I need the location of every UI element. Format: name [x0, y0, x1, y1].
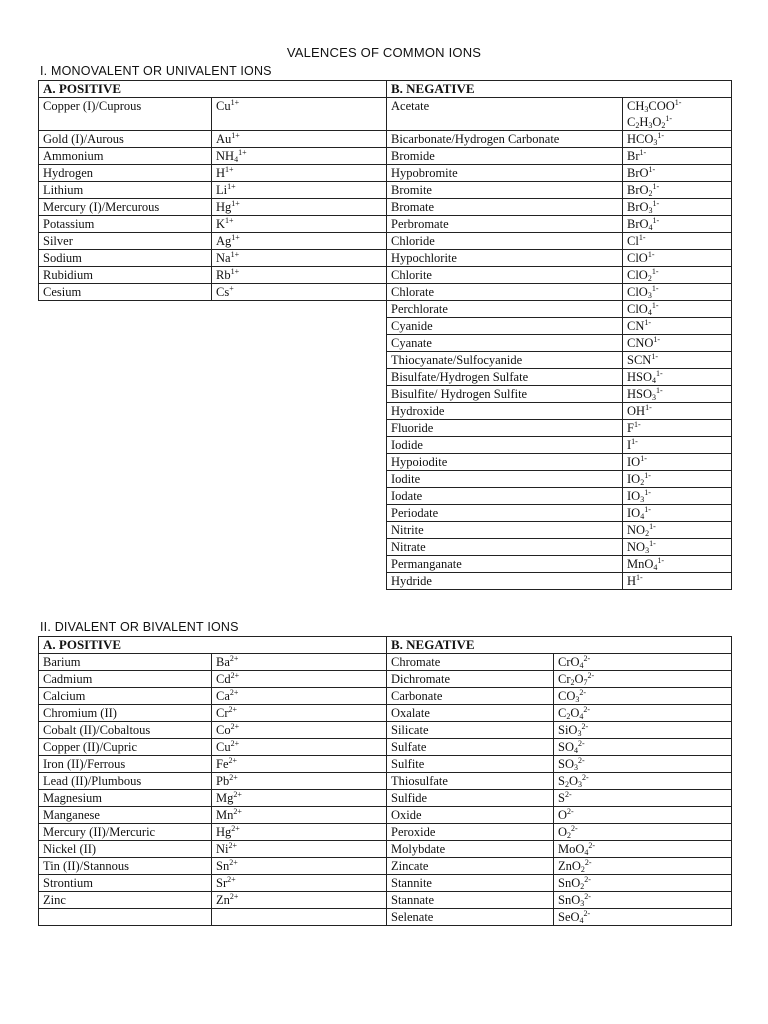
positive-ion-name: Calcium: [39, 688, 212, 705]
negative-ion-formula: SeO$_4^{2-}$: [554, 909, 732, 926]
negative-ion-name: Cyanide: [387, 318, 623, 335]
positive-ion-name: Barium: [39, 654, 212, 671]
negative-ion-name: Nitrate: [387, 539, 623, 556]
table-row: [39, 454, 732, 471]
positive-ion-formula: $NH_4^{1+}$: [212, 148, 387, 165]
positive-ion-formula: $Li^{1+}$: [212, 182, 387, 199]
negative-ion-name: Bisulfite/ Hydrogen Sulfite: [387, 386, 623, 403]
positive-ion-formula: $Zn^{2+}$: [212, 892, 387, 909]
table-row: [39, 233, 732, 250]
empty-cell: [39, 522, 212, 539]
empty-cell: [212, 369, 387, 386]
empty-cell: [39, 556, 212, 573]
table-row: [39, 267, 732, 284]
negative-ion-name: Perchlorate: [387, 301, 623, 318]
negative-ion-name: Bromate: [387, 199, 623, 216]
table-row: [39, 386, 732, 403]
table-row: [39, 335, 732, 352]
positive-ion-name: Manganese: [39, 807, 212, 824]
positive-ion-name: Rubidium: [39, 267, 212, 284]
empty-cell: [39, 539, 212, 556]
table-row: [39, 875, 732, 892]
negative-ion-formula: SiO$_3^{2-}$: [554, 722, 732, 739]
positive-ion-name: Mercury (I)/Mercurous: [39, 199, 212, 216]
positive-ion-formula: $Mn^{2+}$: [212, 807, 387, 824]
table-row: [39, 739, 732, 756]
negative-ion-name: Sulfite: [387, 756, 554, 773]
negative-ion-formula: ClO$_3^{1-}$: [623, 284, 732, 301]
negative-ion-name: Peroxide: [387, 824, 554, 841]
table-row: [39, 199, 732, 216]
negative-ion-name: Fluoride: [387, 420, 623, 437]
negative-ion-formula: BrO$_4^{1-}$: [623, 216, 732, 233]
negative-ion-name: Iodate: [387, 488, 623, 505]
table-row: [39, 471, 732, 488]
positive-ion-name: Ammonium: [39, 148, 212, 165]
table-row: [39, 488, 732, 505]
empty-cell: [212, 386, 387, 403]
positive-ion-formula: $Co^{2+}$: [212, 722, 387, 739]
table-row: [39, 790, 732, 807]
negative-ion-formula: $HCO_3^{1-}$: [623, 131, 732, 148]
positive-ion-name: Silver: [39, 233, 212, 250]
negative-ion-name: Iodide: [387, 437, 623, 454]
table-row: [39, 182, 732, 199]
table-header-row: [39, 637, 732, 654]
table-row: [39, 165, 732, 182]
negative-ion-formula: BrO$_3^{1-}$: [623, 199, 732, 216]
table-row: [39, 722, 732, 739]
positive-ion-name: Gold (I)/Aurous: [39, 131, 212, 148]
negative-ion-formula: $H^{1-}$: [623, 573, 732, 590]
empty-cell: [39, 488, 212, 505]
table-row: [39, 539, 732, 556]
empty-cell: [39, 437, 212, 454]
positive-ion-name: Cadmium: [39, 671, 212, 688]
positive-ion-name: Chromium (II): [39, 705, 212, 722]
negative-ion-formula: $SCN^{1-}$: [623, 352, 732, 369]
positive-ion-formula: Cs+: [212, 284, 387, 301]
negative-ion-formula: $IO_4^{1-}$: [623, 505, 732, 522]
negative-header: B. NEGATIVE: [387, 637, 732, 654]
table-header-row: [39, 81, 732, 98]
negative-ion-formula: $CH_3COO^{1-}$ $C_2H_3O_2^{1-}$: [623, 98, 732, 131]
empty-cell: [212, 420, 387, 437]
empty-cell: [212, 522, 387, 539]
negative-ion-name: Hypobromite: [387, 165, 623, 182]
empty-cell: [39, 454, 212, 471]
positive-header: A. POSITIVE: [39, 81, 387, 98]
empty-cell: [212, 471, 387, 488]
negative-ion-formula: $Cr_2O_7^{2-}$: [554, 671, 732, 688]
empty-cell: [212, 454, 387, 471]
negative-ion-formula: $S^{2-}$: [554, 790, 732, 807]
negative-ion-name: Perbromate: [387, 216, 623, 233]
positive-header: A. POSITIVE: [39, 637, 387, 654]
negative-ion-name: Molybdate: [387, 841, 554, 858]
negative-ion-formula: ClO$_2^{1-}$: [623, 267, 732, 284]
negative-ion-name: Thiosulfate: [387, 773, 554, 790]
negative-ion-name: Sulfate: [387, 739, 554, 756]
positive-ion-name: Lithium: [39, 182, 212, 199]
positive-ion-formula: $Hg^{2+}$: [212, 824, 387, 841]
positive-ion-name: Potassium: [39, 216, 212, 233]
positive-ion-formula: $Rb^{1+}$: [212, 267, 387, 284]
table-row: [39, 824, 732, 841]
negative-ion-formula: SnO$_2^{2-}$: [554, 875, 732, 892]
table-row: [39, 858, 732, 875]
table-row: [39, 284, 732, 301]
negative-ion-name: Permanganate: [387, 556, 623, 573]
empty-cell: [212, 318, 387, 335]
table-row: [39, 250, 732, 267]
negative-ion-formula: $CNO^{1-}$: [623, 335, 732, 352]
table-row: [39, 216, 732, 233]
positive-ion-formula: $Ca^{2+}$: [212, 688, 387, 705]
empty-cell: [212, 301, 387, 318]
negative-ion-name: Cyanate: [387, 335, 623, 352]
negative-ion-formula: MnO$_4^{1-}$: [623, 556, 732, 573]
table-row: [39, 807, 732, 824]
positive-ion-name: Sodium: [39, 250, 212, 267]
positive-ion-formula: $Mg^{2+}$: [212, 790, 387, 807]
negative-ion-formula: $HSO_4^{1-}$: [623, 369, 732, 386]
empty-cell: [212, 488, 387, 505]
positive-ion-name: Mercury (II)/Mercuric: [39, 824, 212, 841]
negative-ion-formula: $SO_3^{2-}$: [554, 756, 732, 773]
negative-ion-name: Chromate: [387, 654, 554, 671]
table-row: [39, 505, 732, 522]
table-row: [39, 841, 732, 858]
positive-ion-formula: $Cu^{1+}$: [212, 98, 387, 131]
negative-ion-name: Chloride: [387, 233, 623, 250]
negative-ion-name: Iodite: [387, 471, 623, 488]
empty-cell: [39, 386, 212, 403]
empty-cell: [39, 369, 212, 386]
positive-ion-name: Zinc: [39, 892, 212, 909]
positive-ion-name: Hydrogen: [39, 165, 212, 182]
negative-ion-formula: CrO$_4^{2-}$: [554, 654, 732, 671]
positive-ion-formula: $Ag^{1+}$: [212, 233, 387, 250]
negative-ion-name: Silicate: [387, 722, 554, 739]
positive-ion-formula: $Sn^{2+}$: [212, 858, 387, 875]
table-row: [39, 369, 732, 386]
negative-ion-name: Oxalate: [387, 705, 554, 722]
empty-cell: [212, 573, 387, 590]
positive-ion-name: Nickel (II): [39, 841, 212, 858]
positive-ion-formula: $Au^{1+}$: [212, 131, 387, 148]
table-row: [39, 148, 732, 165]
positive-ion-formula: $Ba^{2+}$: [212, 654, 387, 671]
empty-cell: [39, 420, 212, 437]
table-row: [39, 756, 732, 773]
negative-ion-name: Nitrite: [387, 522, 623, 539]
negative-ion-formula: $IO^{1-}$: [623, 454, 732, 471]
empty-cell: [39, 318, 212, 335]
negative-ion-name: Hydride: [387, 573, 623, 590]
section-heading-monovalent: I. MONOVALENT OR UNIVALENT IONS: [40, 64, 272, 78]
negative-ion-formula: $CN^{1-}$: [623, 318, 732, 335]
negative-ion-formula: $Cl^{1-}$: [623, 233, 732, 250]
empty-cell: [39, 335, 212, 352]
table-row: [39, 420, 732, 437]
positive-ion-formula: $Cd^{2+}$: [212, 671, 387, 688]
positive-ion-formula: $Cu^{2+}$: [212, 739, 387, 756]
divalent-ions-table: [38, 636, 732, 926]
table-row: [39, 131, 732, 148]
empty-cell: [39, 301, 212, 318]
negative-ion-formula: $NO_3^{1-}$: [623, 539, 732, 556]
table-row: [39, 773, 732, 790]
positive-ion-name: Copper (I)/Cuprous: [39, 98, 212, 131]
negative-ion-name: Zincate: [387, 858, 554, 875]
positive-ion-formula: $Pb^{2+}$: [212, 773, 387, 790]
empty-cell: [39, 352, 212, 369]
table-row: [39, 352, 732, 369]
empty-cell: [39, 505, 212, 522]
negative-ion-formula: $OH^{1-}$: [623, 403, 732, 420]
negative-ion-name: Selenate: [387, 909, 554, 926]
negative-ion-formula: ClO$_4^{1-}$: [623, 301, 732, 318]
negative-ion-name: Stannate: [387, 892, 554, 909]
positive-ion-name: Strontium: [39, 875, 212, 892]
positive-ion-formula: $Cr^{2+}$: [212, 705, 387, 722]
negative-ion-name: Hydroxide: [387, 403, 623, 420]
table-row: [39, 556, 732, 573]
empty-cell: [212, 403, 387, 420]
negative-ion-formula: $C_2O_4^{2-}$: [554, 705, 732, 722]
positive-ion-formula: $Hg^{1+}$: [212, 199, 387, 216]
table-row: [39, 892, 732, 909]
positive-ion-formula: $H^{1+}$: [212, 165, 387, 182]
table-row: [39, 671, 732, 688]
table-row: [39, 403, 732, 420]
table-row: [39, 98, 732, 131]
table-row: [39, 573, 732, 590]
table-row: [39, 909, 732, 926]
negative-ion-name: Carbonate: [387, 688, 554, 705]
positive-ion-name: Lead (II)/Plumbous: [39, 773, 212, 790]
empty-cell: [212, 505, 387, 522]
table-row: [39, 688, 732, 705]
empty-cell: [212, 437, 387, 454]
empty-cell: [212, 335, 387, 352]
negative-ion-formula: $F^{1-}$: [623, 420, 732, 437]
negative-ion-formula: MoO$_4^{2-}$: [554, 841, 732, 858]
negative-ion-formula: $IO_3^{1-}$: [623, 488, 732, 505]
negative-ion-name: Stannite: [387, 875, 554, 892]
empty-cell: [212, 556, 387, 573]
negative-ion-name: Bromide: [387, 148, 623, 165]
positive-ion-name: Copper (II)/Cupric: [39, 739, 212, 756]
negative-ion-name: Oxide: [387, 807, 554, 824]
positive-ion-formula: $Na^{1+}$: [212, 250, 387, 267]
negative-ion-name: Bromite: [387, 182, 623, 199]
table-row: [39, 301, 732, 318]
positive-ion-formula: $Ni^{2+}$: [212, 841, 387, 858]
table-row: [39, 437, 732, 454]
empty-cell: [212, 352, 387, 369]
monovalent-ions-table: [38, 80, 732, 590]
negative-ion-name: Chlorate: [387, 284, 623, 301]
negative-ion-formula: $NO_2^{1-}$: [623, 522, 732, 539]
empty-cell: [212, 539, 387, 556]
positive-ion-name: Iron (II)/Ferrous: [39, 756, 212, 773]
section-heading-divalent: II. DIVALENT OR BIVALENT IONS: [40, 620, 239, 634]
negative-ion-name: Dichromate: [387, 671, 554, 688]
negative-ion-formula: ClO$^{1-}$: [623, 250, 732, 267]
table-row: [39, 522, 732, 539]
negative-ion-name: Bicarbonate/Hydrogen Carbonate: [387, 131, 623, 148]
negative-header: B. NEGATIVE: [387, 81, 732, 98]
negative-ion-formula: $SO_4^{2-}$: [554, 739, 732, 756]
negative-ion-name: Hypochlorite: [387, 250, 623, 267]
negative-ion-formula: BrO$_2^{1-}$: [623, 182, 732, 199]
negative-ion-name: Acetate: [387, 98, 623, 131]
negative-ion-formula: $I^{1-}$: [623, 437, 732, 454]
negative-ion-formula: $O^{2-}$: [554, 807, 732, 824]
negative-ion-formula: $Br^{1-}$: [623, 148, 732, 165]
empty-cell: [39, 403, 212, 420]
negative-ion-formula: $O_2^{2-}$: [554, 824, 732, 841]
positive-ion-name: Cesium: [39, 284, 212, 301]
negative-ion-formula: ZnO$_2^{2-}$: [554, 858, 732, 875]
negative-ion-formula: $IO_2^{1-}$: [623, 471, 732, 488]
negative-ion-name: Chlorite: [387, 267, 623, 284]
negative-ion-name: Bisulfate/Hydrogen Sulfate: [387, 369, 623, 386]
negative-ion-formula: $HSO_3^{1-}$: [623, 386, 732, 403]
negative-ion-formula: $CO_3^{2-}$: [554, 688, 732, 705]
page-title: VALENCES OF COMMON IONS: [286, 45, 482, 60]
positive-ion-name: Cobalt (II)/Cobaltous: [39, 722, 212, 739]
empty-cell: [39, 471, 212, 488]
empty-cell: [39, 573, 212, 590]
positive-ion-name: [39, 909, 212, 926]
negative-ion-formula: BrO$^{1-}$: [623, 165, 732, 182]
positive-ion-formula: $K^{1+}$: [212, 216, 387, 233]
negative-ion-name: Hypoiodite: [387, 454, 623, 471]
negative-ion-name: Thiocyanate/Sulfocyanide: [387, 352, 623, 369]
negative-ion-formula: $S_2O_3^{2-}$: [554, 773, 732, 790]
table-row: [39, 654, 732, 671]
negative-ion-name: Sulfide: [387, 790, 554, 807]
positive-ion-name: Tin (II)/Stannous: [39, 858, 212, 875]
table-row: [39, 705, 732, 722]
negative-ion-formula: SnO$_3^{2-}$: [554, 892, 732, 909]
positive-ion-name: Magnesium: [39, 790, 212, 807]
positive-ion-formula: $Fe^{2+}$: [212, 756, 387, 773]
positive-ion-formula: [212, 909, 387, 926]
negative-ion-name: Periodate: [387, 505, 623, 522]
positive-ion-formula: $Sr^{2+}$: [212, 875, 387, 892]
table-row: [39, 318, 732, 335]
